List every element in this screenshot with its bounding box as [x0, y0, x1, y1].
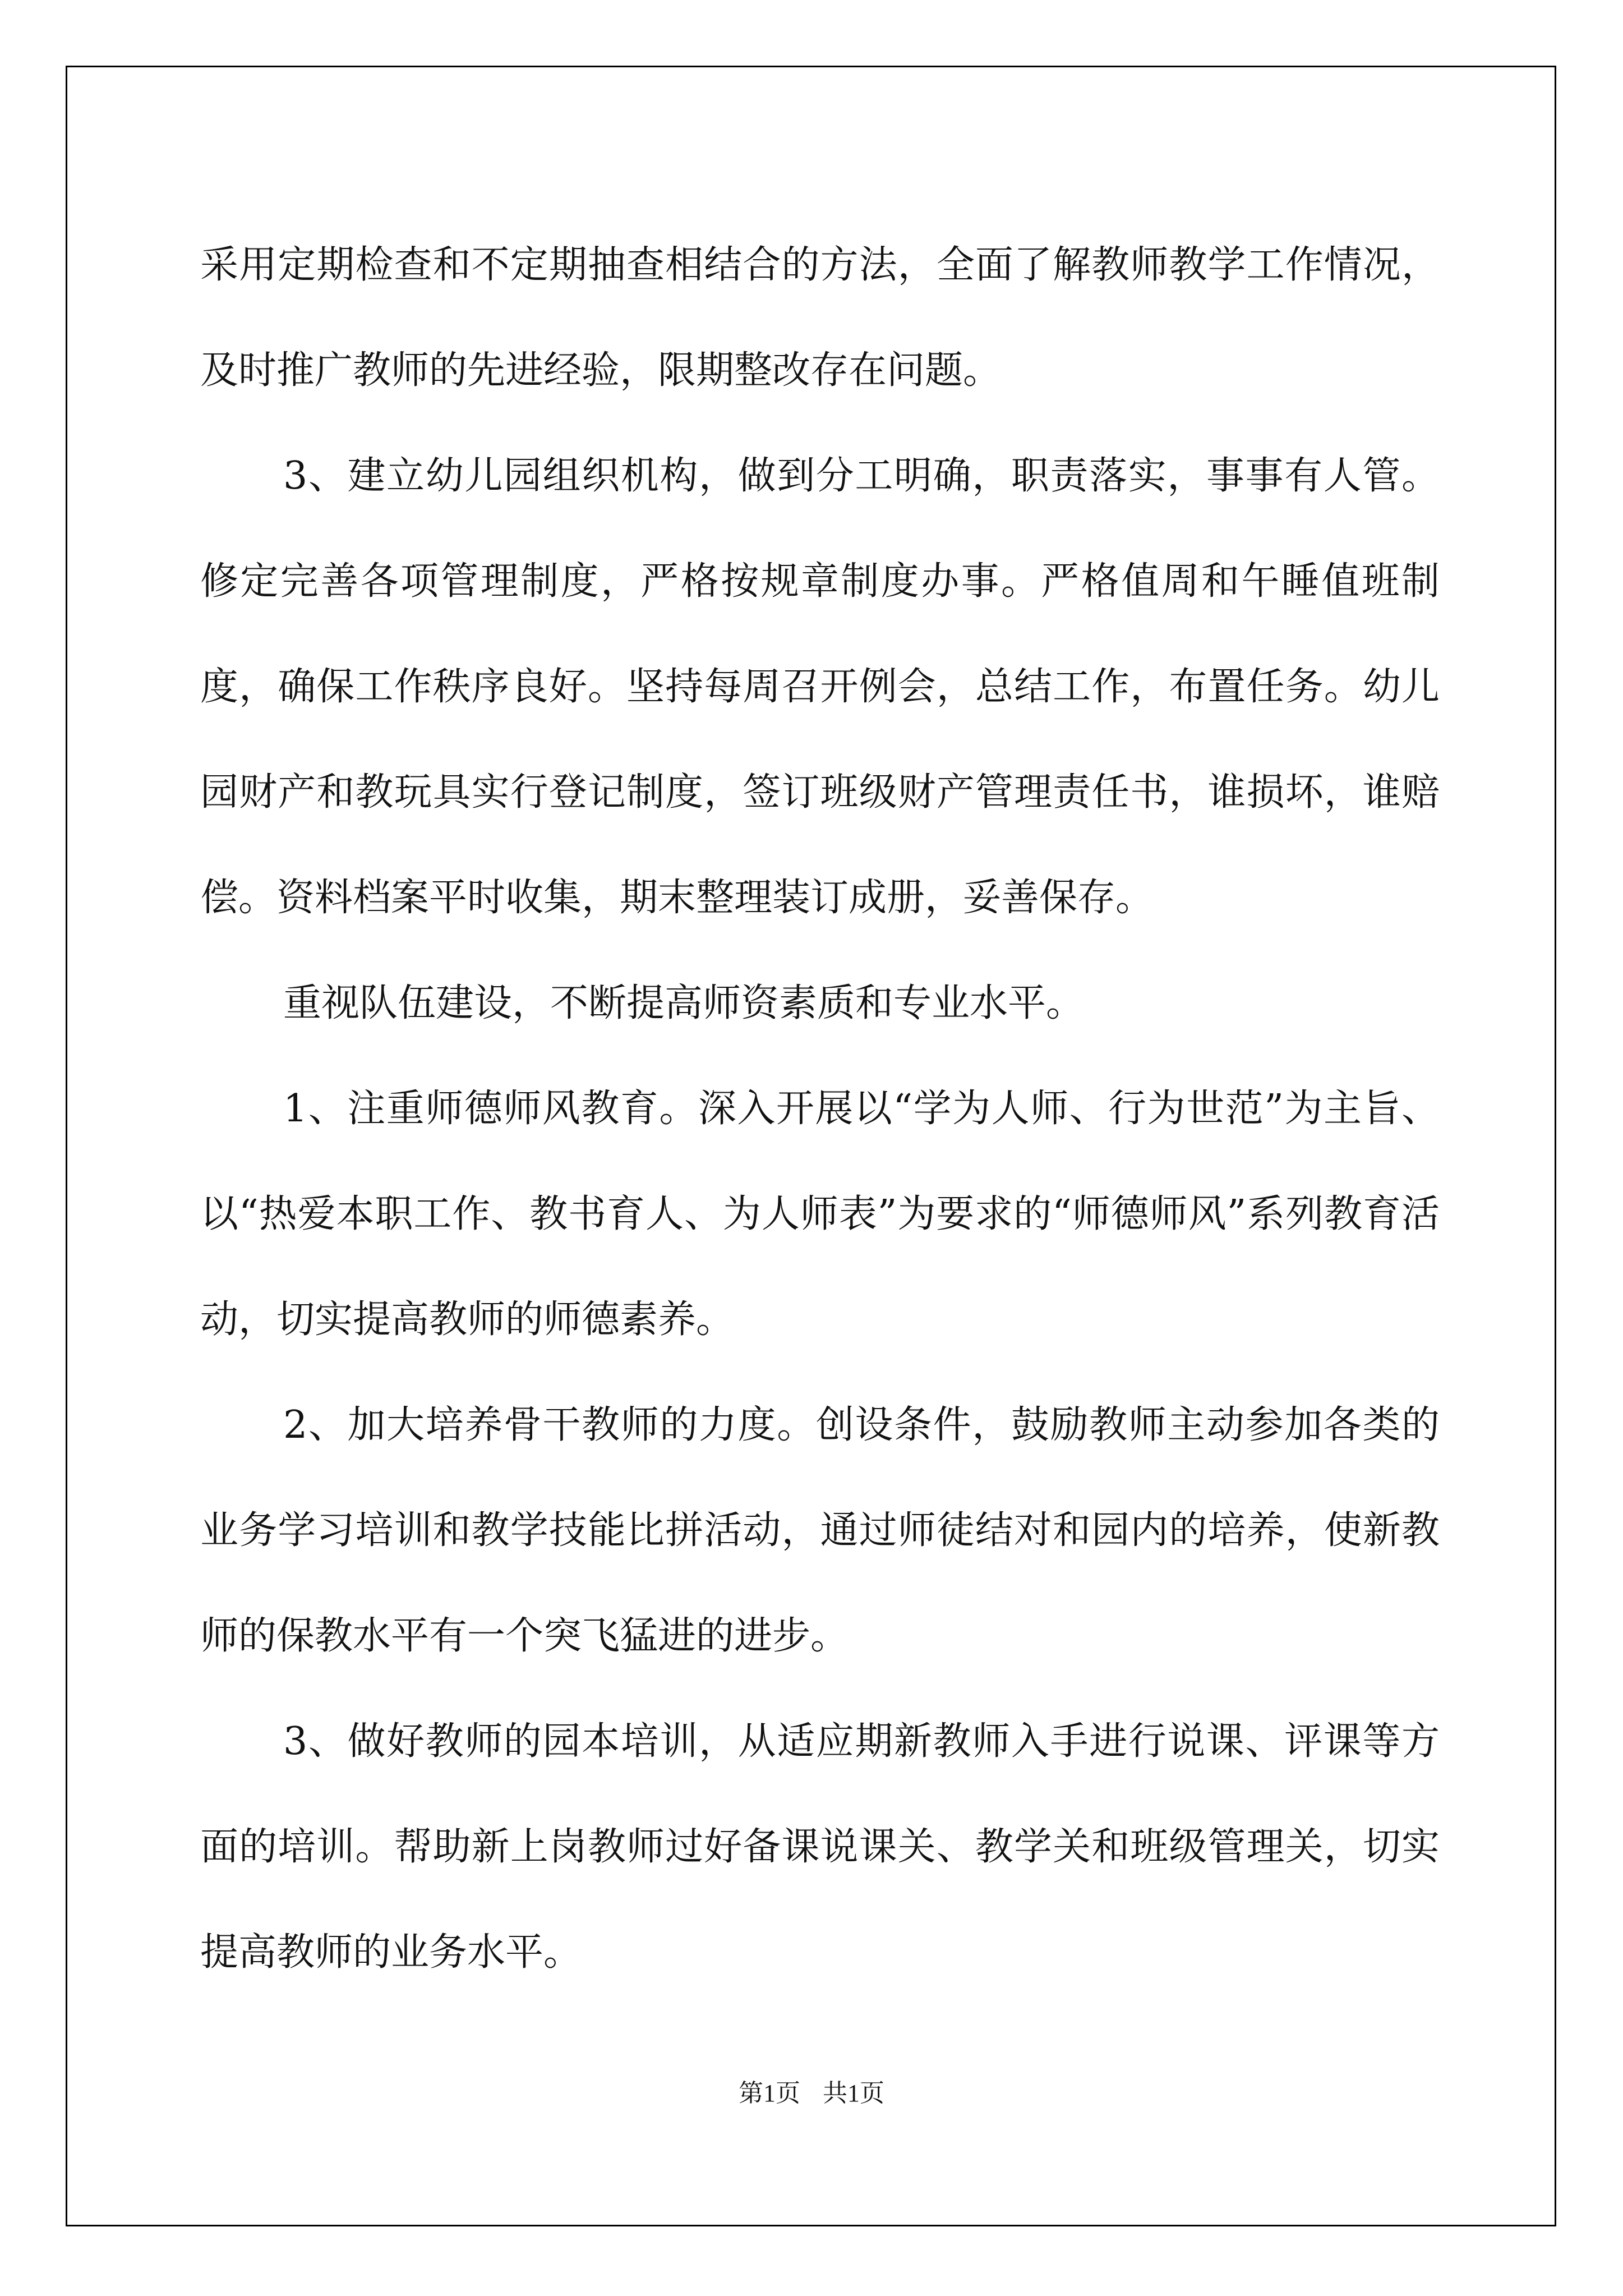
page-number: 第1页	[739, 2079, 800, 2107]
paragraph-organization: 3、建立幼儿园组织机构，做到分工明确，职责落实，事事有人管。修定完善各项管理制度，严格按规章制度办事。严格值周和午睡值班制度，确保工作秩序良好。坚持每周召开例会，总结工作，布置任务。幼儿园财产和教玩具实行登记制度，签订班级财产管理责任书，谁损坏，谁赔偿。资料档案平时收集，期末整理装订成册，妥善保存。	[200, 454, 1440, 920]
paragraph-team-building-heading: 重视队伍建设，不断提高师资素质和专业水平。	[283, 981, 1085, 1025]
paragraph-school-training: 3、做好教师的园本培训，从适应期新教师入手进行说课、评课等方面的培训。帮助新上岗教师过好备课说课关、教学关和班级管理关，切实提高教师的业务水平。	[200, 1719, 1440, 1975]
page-footer	[0, 2073, 1623, 2109]
paragraph-ethics-education: 1、注重师德师风教育。深入开展以“学为人师、行为世范”为主旨、以“热爱本职工作、教书育人、为人师表”为要求的“师德师风”系列教育活动，切实提高教师的师德素养。	[200, 1087, 1440, 1342]
paragraph-backbone-teachers: 2、加大培养骨干教师的力度。创设条件，鼓励教师主动参加各类的业务学习培训和教学技能比拼活动，通过师徒结对和园内的培养，使新教师的保教水平有一个突飞猛进的进步。	[200, 1403, 1440, 1658]
paragraph-inspection-method: 采用定期检查和不定期抽查相结合的方法，全面了解教师教学工作情况，及时推广教师的先进经验，限期整改存在问题。	[200, 243, 1440, 393]
page-total: 共1页	[823, 2079, 884, 2107]
document-body	[200, 213, 1440, 2005]
